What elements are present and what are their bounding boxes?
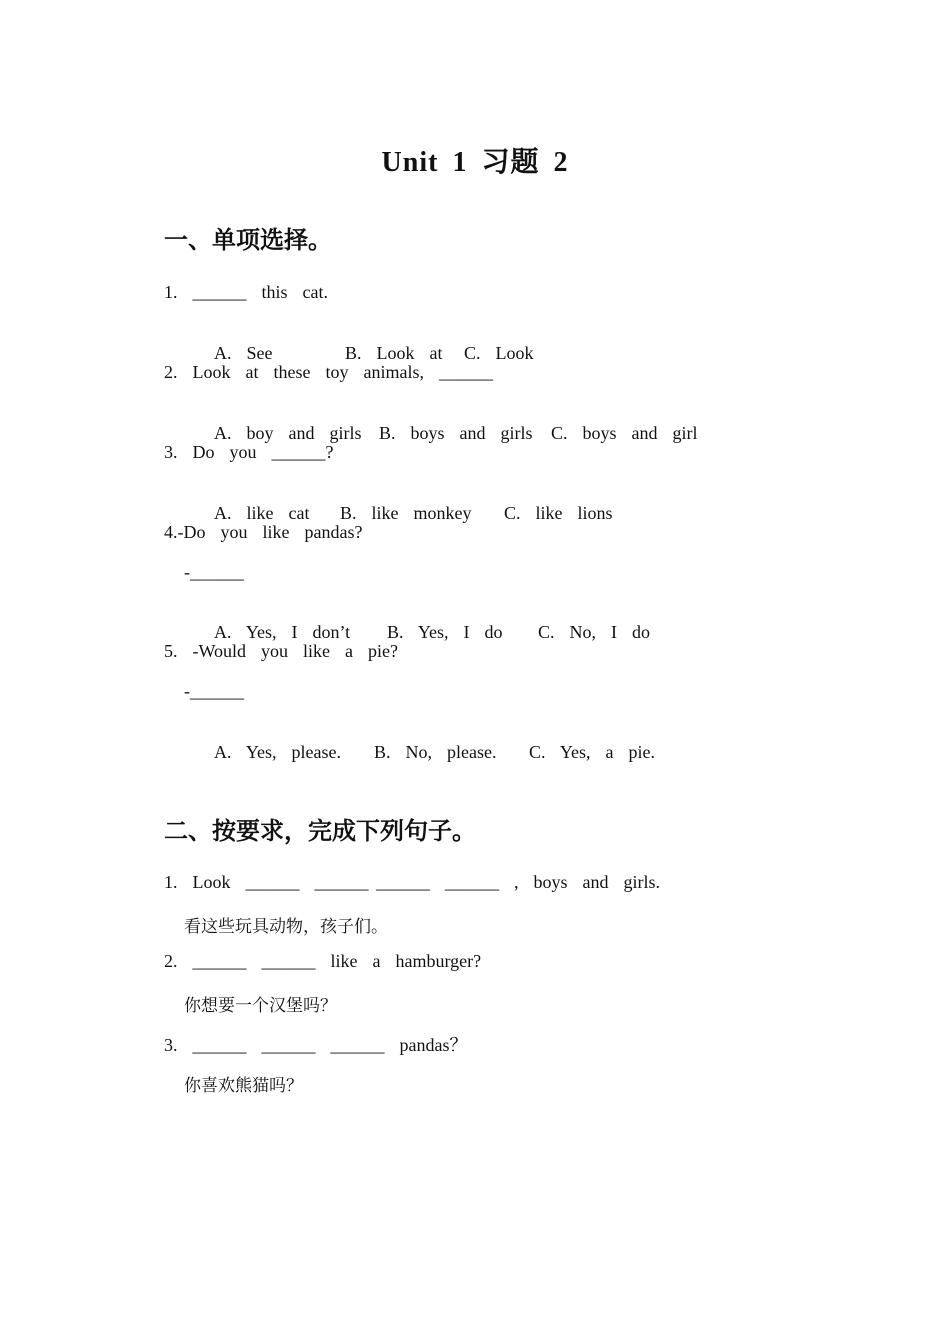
question-1-option-c: C. Look xyxy=(464,343,534,363)
question-2-stem: 2. Look at these toy animals, ______ xyxy=(164,362,493,382)
question-3-stem: 3. Do you ______? xyxy=(164,442,334,462)
sentence-2-chinese: 你想要一个汉堡吗？ xyxy=(184,996,337,1016)
question-5-answer-blank: -______ xyxy=(184,681,244,701)
question-4-option-c: C. No, I do xyxy=(538,622,650,642)
question-1-option-b: B. Look at xyxy=(345,343,443,363)
question-4-answer-blank: -______ xyxy=(184,562,244,582)
sentence-2-english: 2. ______ ______ like a hamburger? xyxy=(164,951,482,971)
question-1-stem: 1. ______ this cat. xyxy=(164,282,328,302)
section-1-heading: 一、单项选择。 xyxy=(164,226,332,254)
question-5-stem: 5. -Would you like a pie? xyxy=(164,641,399,661)
question-3-option-c: C. like lions xyxy=(504,503,613,523)
sentence-3-chinese: 你喜欢熊猫吗？ xyxy=(184,1076,303,1096)
question-2-option-b: B. boys and girls xyxy=(379,423,533,443)
sentence-1-english: 1. Look ______ ______ ______ ______ , boys and girls. xyxy=(164,872,660,892)
question-4-stem: 4.-Do you like pandas? xyxy=(164,522,363,542)
question-3-option-b: B. like monkey xyxy=(340,503,472,523)
sentence-1-chinese: 看这些玩具动物，孩子们。 xyxy=(184,917,388,937)
question-5-option-a: A. Yes, please. xyxy=(214,742,341,762)
question-5-option-c: C. Yes, a pie. xyxy=(529,742,656,762)
sentence-3-english: 3. ______ ______ ______ pandas？ xyxy=(164,1035,468,1055)
section-2-heading: 二、按要求，完成下列句子。 xyxy=(164,817,476,845)
question-4-option-b: B. Yes, I do xyxy=(387,622,503,642)
page-title: Unit 1 习题 2 xyxy=(381,147,569,178)
question-5-options xyxy=(184,721,655,784)
question-3-option-a: A. like cat xyxy=(214,503,310,523)
question-1-option-a: A. See xyxy=(214,343,273,363)
question-2-option-a: A. boy and girls xyxy=(214,423,362,443)
question-5-option-b: B. No, please. xyxy=(374,742,497,762)
question-4-option-a: A. Yes, I don’t xyxy=(214,622,351,642)
question-2-option-c: C. boys and girl xyxy=(551,423,698,443)
